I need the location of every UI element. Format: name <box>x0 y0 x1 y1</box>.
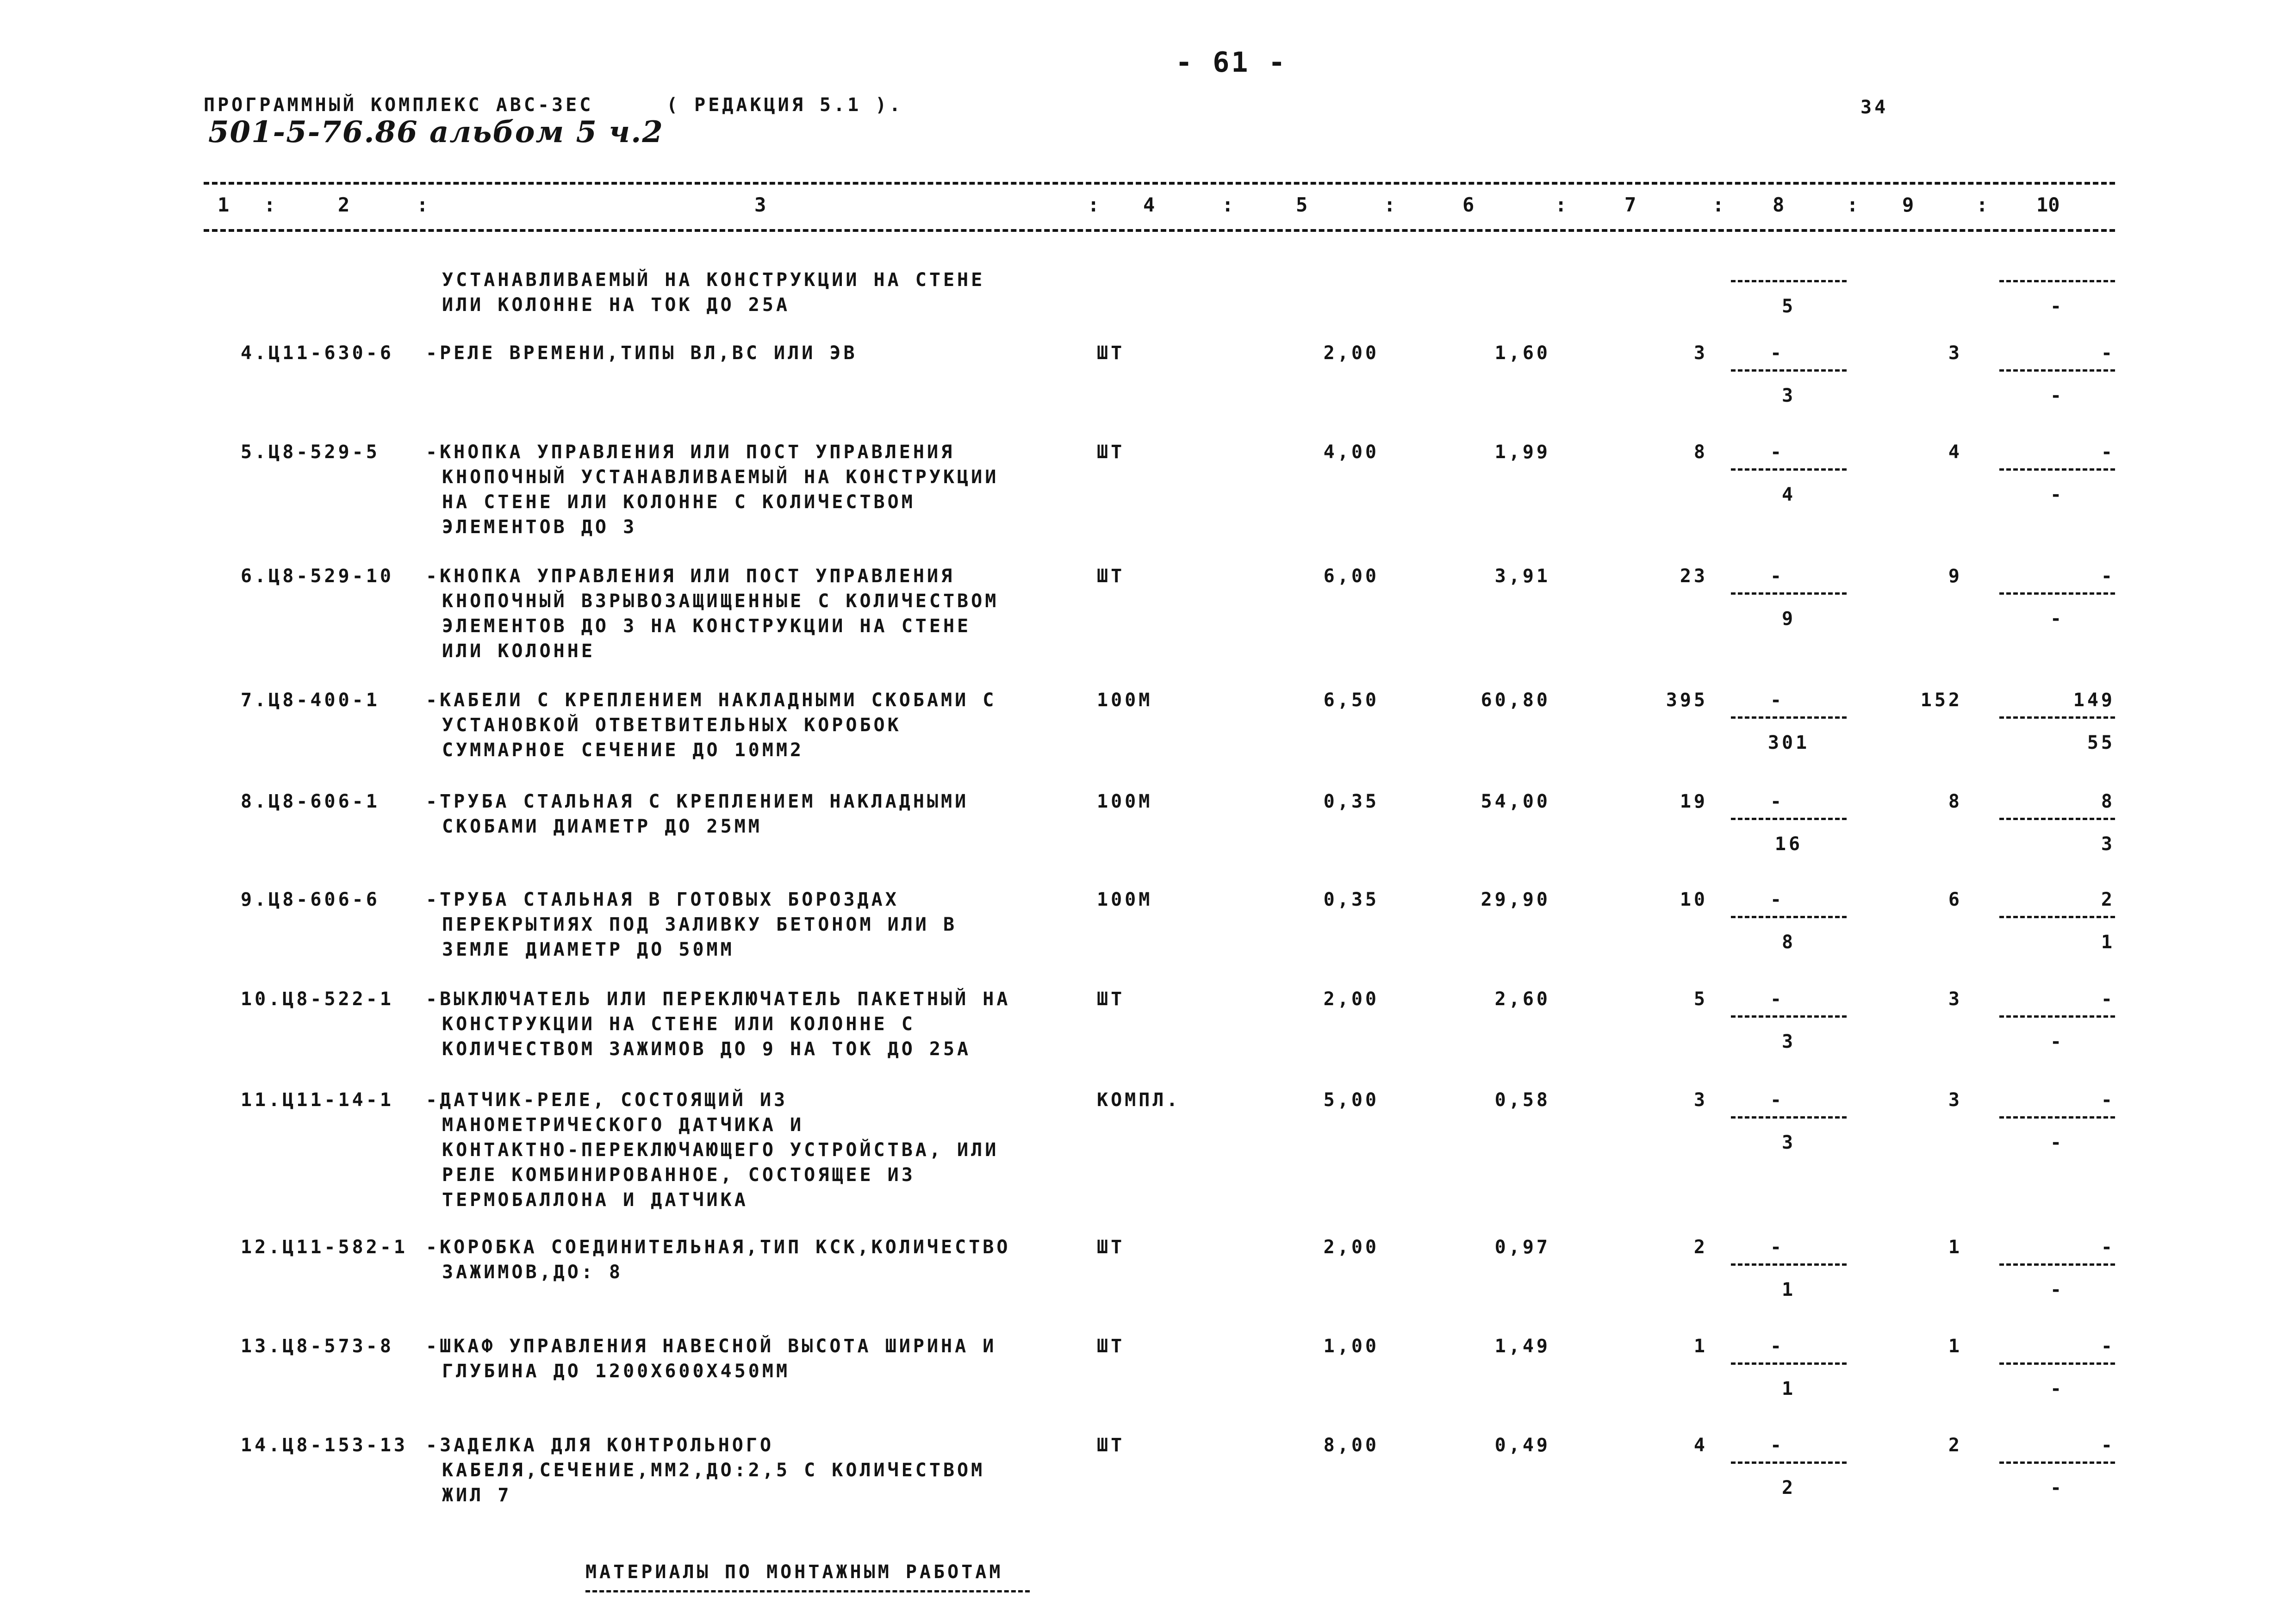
row-col10-bottom: - <box>2050 608 2065 629</box>
row-col7: 4 <box>1693 1435 1708 1456</box>
row-col8-top: - <box>1770 989 1785 1010</box>
row-description-line: -РЕЛЕ ВРЕМЕНИ,ТИПЫ ВЛ,ВС ИЛИ ЭВ <box>426 342 858 364</box>
row-description-line: -КНОПКА УПРАВЛЕНИЯ ИЛИ ПОСТ УПРАВЛЕНИЯ <box>426 566 955 587</box>
row-unit: 100М <box>1097 889 1153 910</box>
materials-underline <box>585 1590 1030 1592</box>
row-col7: 8 <box>1693 442 1708 463</box>
row-unit: ШТ <box>1097 1237 1125 1258</box>
row-description-line: ПЕРЕКРЫТИЯХ ПОД ЗАЛИВКУ БЕТОНОМ ИЛИ В <box>442 914 958 935</box>
row-col10-bottom: - <box>2050 1378 2065 1399</box>
row-description-line: -ЗАДЕЛКА ДЛЯ КОНТРОЛЬНОГО <box>426 1435 774 1456</box>
row-unit-price: 29,90 <box>1481 889 1550 910</box>
c8-divider <box>1731 592 1847 595</box>
program-title: ПРОГРАММНЫЙ КОМПЛЕКС АВС-ЗЕС <box>204 94 594 116</box>
row-col10-bottom: 3 <box>2101 833 2115 855</box>
c10-divider <box>1999 369 2115 372</box>
col-sep: : <box>1847 193 1859 216</box>
row-col10-top: - <box>2101 1336 2115 1357</box>
row-col10-top: 2 <box>2101 889 2115 910</box>
c8-divider <box>1731 280 1847 282</box>
row-description-line: РЕЛЕ КОМБИНИРОВАННОЕ, СОСТОЯЩЕЕ ИЗ <box>442 1164 915 1186</box>
col-sep: : <box>1976 193 1988 216</box>
row-col10-bottom: - <box>2050 1477 2065 1499</box>
c8-divider <box>1731 1015 1847 1018</box>
row-col9: 6 <box>1948 889 1962 910</box>
row-col9: 9 <box>1948 566 1962 587</box>
col-9: 9 <box>1902 193 1914 216</box>
col-2: 2 <box>338 193 350 216</box>
row-description-line: ЖИЛ 7 <box>442 1485 512 1506</box>
row-code: 9.Ц8-606-6 <box>241 889 380 910</box>
row-col10-bottom: 1 <box>2101 932 2115 953</box>
col-5: 5 <box>1296 193 1308 216</box>
row-col10-top: - <box>2101 442 2115 463</box>
row-col9: 2 <box>1948 1435 1962 1456</box>
row-col8-bottom: 4 <box>1781 484 1796 505</box>
row-code: 13.Ц8-573-8 <box>241 1336 394 1357</box>
row-quantity: 0,35 <box>1323 889 1379 910</box>
c10-divider <box>1999 1116 2115 1119</box>
row-col9: 8 <box>1948 791 1962 812</box>
col-sep: : <box>1384 193 1396 216</box>
row-description-line: НА СТЕНЕ ИЛИ КОЛОННЕ С КОЛИЧЕСТВОМ <box>442 491 915 513</box>
row-description-line: СКОБАМИ ДИАМЕТР ДО 25ММ <box>442 816 762 837</box>
row-unit-price: 3,91 <box>1494 566 1550 587</box>
materials-heading: МАТЕРИАЛЫ ПО МОНТАЖНЫМ РАБОТАМ <box>585 1561 1003 1583</box>
row-description-line: КОЛИЧЕСТВОМ ЗАЖИМОВ ДО 9 НА ТОК ДО 25А <box>442 1038 971 1060</box>
row-col8-bottom: 2 <box>1781 1477 1796 1499</box>
row-col8-bottom: 301 <box>1767 732 1810 753</box>
row-description-line: КНОПОЧНЫЙ УСТАНАВЛИВАЕМЫЙ НА КОНСТРУКЦИИ <box>442 466 999 488</box>
col-sep: : <box>1712 193 1724 216</box>
row-col7: 19 <box>1680 791 1708 812</box>
row-col8-bottom: 1 <box>1781 1378 1796 1399</box>
row-quantity: 8,00 <box>1323 1435 1379 1456</box>
c8-divider <box>1731 1263 1847 1266</box>
row-col8-top: - <box>1770 442 1785 463</box>
row-description-line: КОНТАКТНО-ПЕРЕКЛЮЧАЮЩЕГО УСТРОЙСТВА, ИЛИ <box>442 1139 999 1161</box>
row-quantity: 2,00 <box>1323 989 1379 1010</box>
row-description-line: ЗАЖИМОВ,ДО: 8 <box>442 1262 623 1283</box>
row-unit: ШТ <box>1097 989 1125 1010</box>
row-col8-top: - <box>1770 791 1785 812</box>
col-sep: : <box>1088 193 1100 216</box>
table-top-rule <box>204 182 2115 185</box>
row-code: 8.Ц8-606-1 <box>241 791 380 812</box>
row-col8-bottom: 1 <box>1781 1279 1796 1300</box>
row-col7: 2 <box>1693 1237 1708 1258</box>
intro-line: УСТАНАВЛИВАЕМЫЙ НА КОНСТРУКЦИИ НА СТЕНЕ <box>442 269 985 291</box>
col-8: 8 <box>1773 193 1785 216</box>
row-col8-bottom: 3 <box>1781 1132 1796 1153</box>
row-quantity: 6,50 <box>1323 690 1379 711</box>
row-code: 10.Ц8-522-1 <box>241 989 394 1010</box>
row-col8-top: - <box>1770 342 1785 364</box>
c10-divider <box>1999 1015 2115 1018</box>
row-col7: 3 <box>1693 1089 1708 1111</box>
c8-bottom: 5 <box>1781 296 1796 317</box>
c10-divider <box>1999 1362 2115 1365</box>
row-col10-bottom: - <box>2050 1279 2065 1300</box>
row-description-line: КОНСТРУКЦИИ НА СТЕНЕ ИЛИ КОЛОННЕ С <box>442 1014 915 1035</box>
row-unit: 100М <box>1097 791 1153 812</box>
row-unit-price: 2,60 <box>1494 989 1550 1010</box>
row-description-line: ТЕРМОБАЛЛОНА И ДАТЧИКА <box>442 1189 748 1211</box>
row-col10-top: - <box>2101 1089 2115 1111</box>
c8-divider <box>1731 916 1847 918</box>
row-unit-price: 1,99 <box>1494 442 1550 463</box>
row-description-line: ЭЛЕМЕНТОВ ДО 3 <box>442 516 637 538</box>
row-unit: ШТ <box>1097 1336 1125 1357</box>
row-code: 11.Ц11-14-1 <box>241 1089 394 1111</box>
row-col7: 395 <box>1666 690 1708 711</box>
row-code: 7.Ц8-400-1 <box>241 690 380 711</box>
row-col8-top: - <box>1770 889 1785 910</box>
col-4: 4 <box>1143 193 1155 216</box>
row-col9: 1 <box>1948 1237 1962 1258</box>
row-col8-top: - <box>1770 690 1785 711</box>
row-code: 4.Ц11-630-6 <box>241 342 394 364</box>
row-col10-bottom: - <box>2050 385 2065 406</box>
row-col7: 23 <box>1680 566 1708 587</box>
row-unit: 100М <box>1097 690 1153 711</box>
row-description-line: -ТРУБА СТАЛЬНАЯ В ГОТОВЫХ БОРОЗДАХ <box>426 889 899 910</box>
row-code: 5.Ц8-529-5 <box>241 442 380 463</box>
row-col10-top: - <box>2101 989 2115 1010</box>
row-unit: ШТ <box>1097 1435 1125 1456</box>
col-sep: : <box>1555 193 1567 216</box>
c8-divider <box>1731 468 1847 471</box>
col-7: 7 <box>1624 193 1636 216</box>
row-code: 12.Ц11-582-1 <box>241 1237 408 1258</box>
row-description-line: ЗЕМЛЕ ДИАМЕТР ДО 50ММ <box>442 939 734 960</box>
row-unit-price: 60,80 <box>1481 690 1550 711</box>
row-col7: 1 <box>1693 1336 1708 1357</box>
row-col8-top: - <box>1770 1435 1785 1456</box>
row-col8-top: - <box>1770 566 1785 587</box>
row-unit: КОМПЛ. <box>1097 1089 1181 1111</box>
row-col9: 3 <box>1948 342 1962 364</box>
edition-label: ( РЕДАКЦИЯ 5.1 ). <box>666 94 903 116</box>
row-code: 6.Ц8-529-10 <box>241 566 394 587</box>
row-col8-bottom: 8 <box>1781 932 1796 953</box>
c10-divider <box>1999 1461 2115 1464</box>
col-6: 6 <box>1462 193 1475 216</box>
row-quantity: 0,35 <box>1323 791 1379 812</box>
row-unit: ШТ <box>1097 342 1125 364</box>
row-col9: 4 <box>1948 442 1962 463</box>
c10-divider <box>1999 468 2115 471</box>
c8-divider <box>1731 818 1847 820</box>
row-description-line: ГЛУБИНА ДО 1200Х600Х450ММ <box>442 1361 790 1382</box>
row-col10-top: - <box>2101 566 2115 587</box>
row-col10-bottom: - <box>2050 1031 2065 1052</box>
row-code: 14.Ц8-153-13 <box>241 1435 408 1456</box>
row-col8-bottom: 9 <box>1781 608 1796 629</box>
row-description-line: -ШКАФ УПРАВЛЕНИЯ НАВЕСНОЙ ВЫСОТА ШИРИНА И <box>426 1336 997 1357</box>
row-unit: ШТ <box>1097 566 1125 587</box>
col-10: 10 <box>2036 193 2060 216</box>
row-description-line: -КАБЕЛИ С КРЕПЛЕНИЕМ НАКЛАДНЫМИ СКОБАМИ С <box>426 690 997 711</box>
row-unit-price: 0,58 <box>1494 1089 1550 1111</box>
row-unit-price: 0,97 <box>1494 1237 1550 1258</box>
sheet-number: 34 <box>1860 97 1889 118</box>
row-description-line: ИЛИ КОЛОННЕ <box>442 640 595 662</box>
row-col10-top: - <box>2101 1237 2115 1258</box>
row-quantity: 5,00 <box>1323 1089 1379 1111</box>
row-description-line: УСТАНОВКОЙ ОТВЕТВИТЕЛЬНЫХ КОРОБОК <box>442 715 902 736</box>
row-description-line: -КОРОБКА СОЕДИНИТЕЛЬНАЯ,ТИП КСК,КОЛИЧЕСТВО <box>426 1237 1011 1258</box>
row-description-line: -ТРУБА СТАЛЬНАЯ С КРЕПЛЕНИЕМ НАКЛАДНЫМИ <box>426 791 969 812</box>
c10-divider <box>1999 1263 2115 1266</box>
row-col8-top: - <box>1770 1237 1785 1258</box>
row-unit-price: 54,00 <box>1481 791 1550 812</box>
row-col10-top: - <box>2101 1435 2115 1456</box>
row-unit: ШТ <box>1097 442 1125 463</box>
col-3: 3 <box>754 193 766 216</box>
row-col7: 5 <box>1693 989 1708 1010</box>
col-sep: : <box>417 193 429 216</box>
row-quantity: 6,00 <box>1323 566 1379 587</box>
row-description-line: -ДАТЧИК-РЕЛЕ, СОСТОЯЩИЙ ИЗ <box>426 1089 788 1111</box>
c10-divider <box>1999 280 2115 282</box>
row-unit-price: 0,49 <box>1494 1435 1550 1456</box>
row-col8-top: - <box>1770 1336 1785 1357</box>
row-col10-top: 8 <box>2101 791 2115 812</box>
row-col8-bottom: 3 <box>1781 385 1796 406</box>
intro-line: ИЛИ КОЛОННЕ НА ТОК ДО 25А <box>442 294 790 316</box>
c8-divider <box>1731 716 1847 719</box>
c10-divider <box>1999 818 2115 820</box>
col-1: 1 <box>218 193 230 216</box>
row-col10-bottom: 55 <box>2087 732 2115 753</box>
col-sep: : <box>1222 193 1234 216</box>
col-sep: : <box>264 193 276 216</box>
c8-divider <box>1731 1461 1847 1464</box>
row-col9: 3 <box>1948 1089 1962 1111</box>
handwritten-album-note: 501-5-76.86 альбом 5 ч.2 <box>208 115 664 149</box>
c8-divider <box>1731 369 1847 372</box>
row-description-line: -КНОПКА УПРАВЛЕНИЯ ИЛИ ПОСТ УПРАВЛЕНИЯ <box>426 442 955 463</box>
row-col7: 3 <box>1693 342 1708 364</box>
row-quantity: 2,00 <box>1323 1237 1379 1258</box>
row-col7: 10 <box>1680 889 1708 910</box>
page-number: - 61 - <box>1176 46 1287 79</box>
row-description-line: СУММАРНОЕ СЕЧЕНИЕ ДО 10ММ2 <box>442 740 804 761</box>
c8-divider <box>1731 1362 1847 1365</box>
row-description-line: МАНОМЕТРИЧЕСКОГО ДАТЧИКА И <box>442 1114 804 1136</box>
row-unit-price: 1,49 <box>1494 1336 1550 1357</box>
row-quantity: 4,00 <box>1323 442 1379 463</box>
row-col9: 1 <box>1948 1336 1962 1357</box>
row-description-line: КНОПОЧНЫЙ ВЗРЫВОЗАЩИЩЕННЫЕ С КОЛИЧЕСТВОМ <box>442 591 999 612</box>
row-quantity: 2,00 <box>1323 342 1379 364</box>
row-col10-top: - <box>2101 342 2115 364</box>
row-col10-bottom: - <box>2050 1132 2065 1153</box>
row-quantity: 1,00 <box>1323 1336 1379 1357</box>
row-description-line: -ВЫКЛЮЧАТЕЛЬ ИЛИ ПЕРЕКЛЮЧАТЕЛЬ ПАКЕТНЫЙ НА <box>426 989 1011 1010</box>
row-col9: 152 <box>1920 690 1962 711</box>
row-col9: 3 <box>1948 989 1962 1010</box>
c10-bottom: - <box>2050 296 2065 317</box>
row-description-line: КАБЕЛЯ,СЕЧЕНИЕ,ММ2,ДО:2,5 С КОЛИЧЕСТВОМ <box>442 1460 985 1481</box>
row-description-line: ЭЛЕМЕНТОВ ДО 3 НА КОНСТРУКЦИИ НА СТЕНЕ <box>442 616 971 637</box>
row-col10-bottom: - <box>2050 484 2065 505</box>
row-col8-top: - <box>1770 1089 1785 1111</box>
c10-divider <box>1999 916 2115 918</box>
row-col8-bottom: 3 <box>1781 1031 1796 1052</box>
row-unit-price: 1,60 <box>1494 342 1550 364</box>
table-header-rule <box>204 229 2115 232</box>
c10-divider <box>1999 716 2115 719</box>
row-col10-top: 149 <box>2073 690 2115 711</box>
row-col8-bottom: 16 <box>1774 833 1803 855</box>
c10-divider <box>1999 592 2115 595</box>
c8-divider <box>1731 1116 1847 1119</box>
